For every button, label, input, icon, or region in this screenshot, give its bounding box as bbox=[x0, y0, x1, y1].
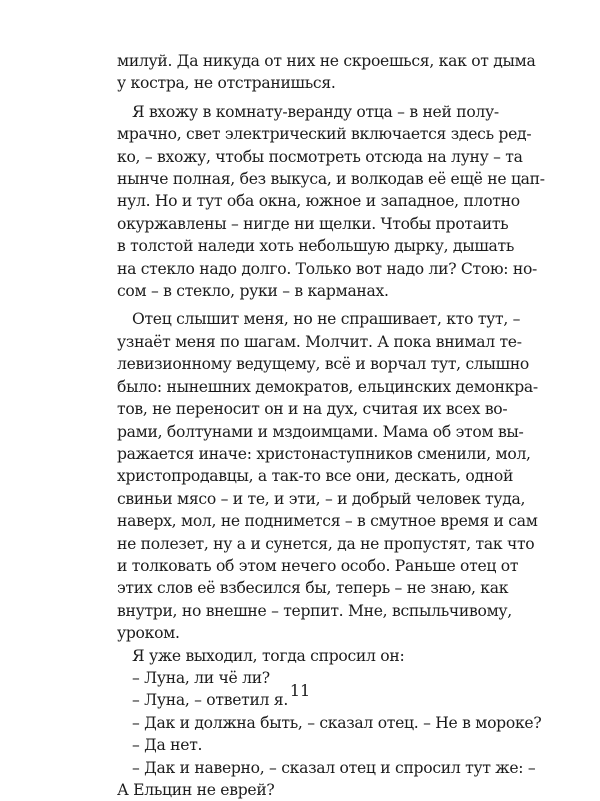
text-line: внутри, но внешне – терпит. Мне, вспыльчивому, bbox=[117, 601, 512, 620]
text-line: Отец слышит меня, но не спрашивает, кто тут, – bbox=[132, 310, 521, 329]
text-line: милуй. Да никуда от них не скроешься, как от дыма bbox=[117, 52, 536, 70]
text-line: нул. Но и тут оба окна, южное и западное, плотно bbox=[117, 192, 520, 211]
text-line: в толстой наледи хоть небольшую дырку, дышать bbox=[117, 237, 515, 256]
text-line: мрачно, свет электрический включается здесь ред- bbox=[117, 125, 532, 144]
dialogue-line: – Дак и должна быть, – сказал отец. – Не в мороке? bbox=[132, 713, 542, 732]
text-line: рами, болтунами и мздоимцами. Мама об этом вы- bbox=[117, 422, 524, 441]
text-line: Я вхожу в комнату-веранду отца – в ней полу- bbox=[132, 102, 499, 121]
text-line: было: нынешних демократов, ельцинских демонкра- bbox=[117, 377, 538, 396]
text-line: левизионному ведущему, всё и ворчал тут, слышно bbox=[117, 355, 529, 374]
text-line: на стекло надо долго. Только вот надо ли? Стою: но- bbox=[117, 259, 538, 278]
text-line: и толковать об этом нечего особо. Раньше отец от bbox=[117, 556, 519, 575]
dialogue-line: – Дак и наверно, – сказал отец и спросил тут же: – bbox=[132, 758, 536, 777]
text-line: уроком. bbox=[117, 624, 180, 643]
text-line: этих слов её взбесился бы, теперь – не знаю, как bbox=[117, 579, 509, 598]
text-line: Я уже выходил, тогда спросил он: bbox=[132, 646, 405, 665]
text-line: не полезет, ну а и сунется, да не пропустят, так что bbox=[117, 534, 535, 553]
dialogue-line: – Луна, – ответил я. bbox=[132, 691, 288, 710]
page-number: 11 bbox=[289, 681, 311, 700]
dialogue-line: – Да нет. bbox=[132, 736, 203, 755]
text-line: окуржавлены – нигде ни щелки. Чтобы протаить bbox=[117, 214, 509, 233]
text-line: наверх, мол, не поднимется – в смутное время и сам bbox=[117, 512, 538, 531]
text-line: свиньи мясо – и те, и эти, – и добрый человек туда, bbox=[117, 489, 526, 508]
text-line: тов, не переносит он и на дух, считая их всех во- bbox=[117, 400, 508, 419]
text-line: христопродавцы, а так-то все они, дескать, одной bbox=[117, 467, 514, 486]
dialogue-line: А Ельцин не еврей? bbox=[117, 781, 275, 799]
text-line: сом – в стекло, руки – в карманах. bbox=[117, 282, 389, 301]
text-line: ражается иначе: христонаступников сменили, мол, bbox=[117, 444, 531, 463]
text-line: у костра, не отстранишься. bbox=[117, 74, 336, 93]
dialogue-line: – Луна, ли чё ли? bbox=[132, 668, 270, 687]
text-line: узнаёт меня по шагам. Молчит. А пока внимал те- bbox=[117, 332, 522, 351]
text-line: ко, – вхожу, чтобы посмотреть отсюда на луну – та bbox=[117, 147, 523, 166]
text-line: нынче полная, без выкуса, и волкодав её ещё не цап- bbox=[117, 170, 545, 189]
